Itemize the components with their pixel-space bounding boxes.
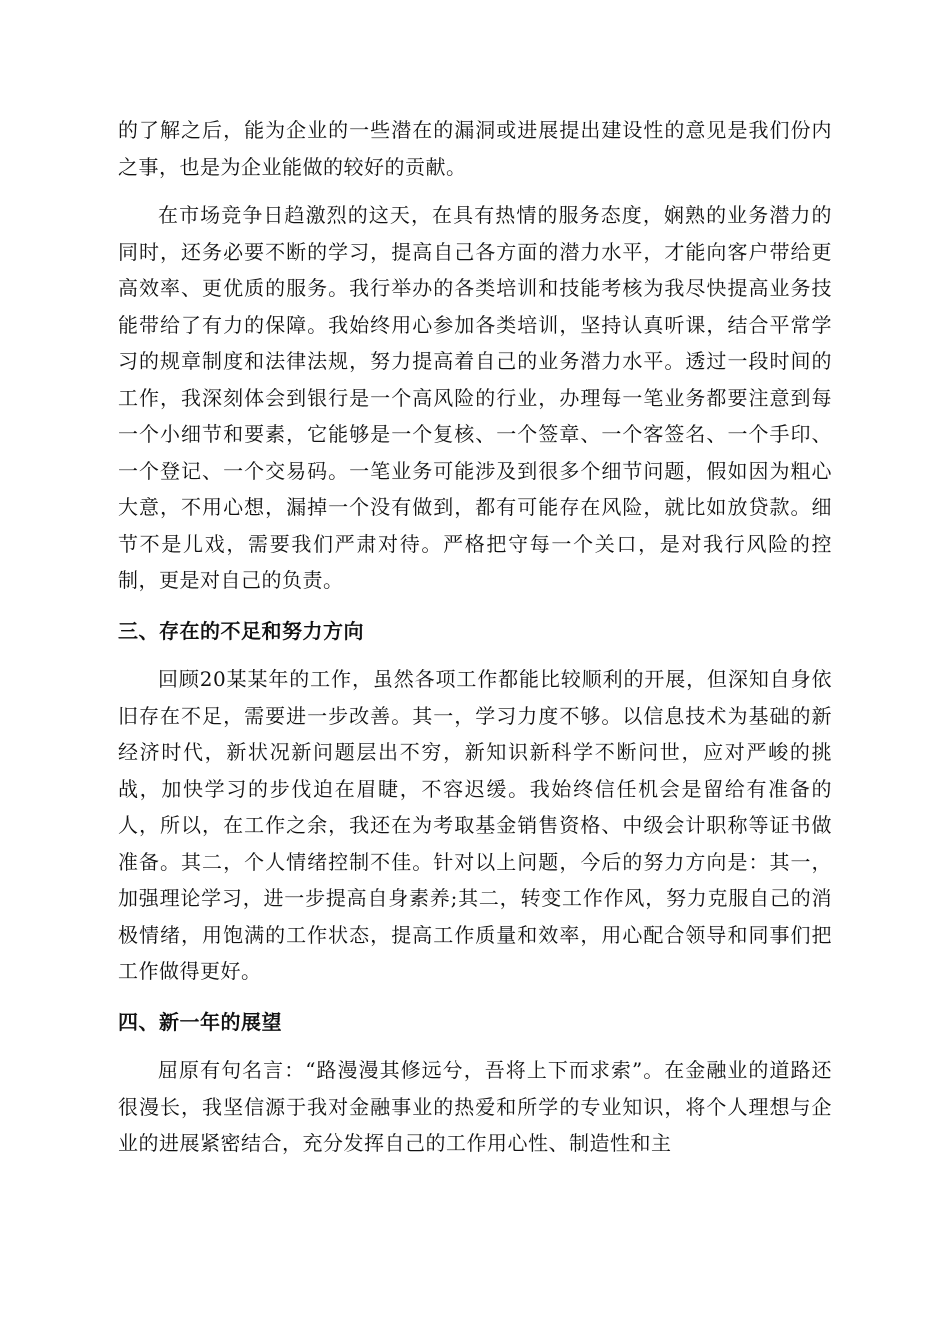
paragraph-shortcomings: 回顾20某某年的工作，虽然各项工作都能比较顺利的开展，但深知自身依旧存在不足，需要进一步改善。其一，学习力度不够。以信息技术为基础的新经济时代，新状况新问题层出不穷，新知识新科学不断问世，应对严峻的挑战，加快学习的步伐迫在眉睫，不容迟缓。我始终信任机会是留给有准备的人，所以，在工作之余，我还在为考取基金销售资格、中级会计职称等证书做准备。其二，个人情绪控制不佳。针对以上问题，今后的努力方向是：其一，加强理论学习，进一步提高自身素养;其二，转变工作作风，努力克服自己的消极情绪，用饱满的工作状态，提高工作质量和效率，用心配合领导和同事们把工作做得更好。 (118, 667, 832, 983)
paragraph-outlook: 屈原有句名言：“路漫漫其修远兮，吾将上下而求索”。在金融业的道路还很漫长，我坚信源于我对金融事业的热爱和所学的专业知识，将个人理想与企业的进展紧密结合，充分发挥自己的工作用心性、制造性和主 (118, 1058, 832, 1155)
paragraph-study: 在市场竞争日趋激烈的这天，在具有热情的服务态度，娴熟的业务潜力的同时，还务必要不断的学习，提高自己各方面的潜力水平，才能向客户带给更高效率、更优质的服务。我行举办的各类培训和技能考核为我尽快提高业务技能带给了有力的保障。我始终用心参加各类培训，坚持认真听课，结合平常学习的规章制度和法律法规，努力提高着自己的业务潜力水平。透过一段时间的工作，我深刻体会到银行是一个高风险的行业，办理每一笔业务都要注意到每一个小细节和要素，它能够是一个复核、一个签章、一个客签名、一个手印、一个登记、一个交易码。一笔业务可能涉及到很多个细节问题，假如因为粗心大意，不用心想，漏掉一个没有做到，都有可能存在风险，就比如放贷款。细节不是儿戏，需要我们严肃对待。严格把守每一个关口，是对我行风险的控制，更是对自己的负责。 (118, 203, 832, 592)
paragraph-gap (118, 185, 832, 197)
heading-gap (118, 649, 832, 661)
section-heading-shortcomings: 三、存在的不足和努力方向 (118, 618, 364, 643)
heading-gap (118, 1040, 832, 1052)
paragraph-continuation: 的了解之后，能为企业的一些潜在的漏洞或进展提出建设性的意见是我们份内之事，也是为企业能做的较好的贡献。 (118, 118, 832, 179)
section-gap (118, 599, 832, 613)
section-gap (118, 990, 832, 1004)
section-heading-outlook: 四、新一年的展望 (118, 1009, 282, 1034)
